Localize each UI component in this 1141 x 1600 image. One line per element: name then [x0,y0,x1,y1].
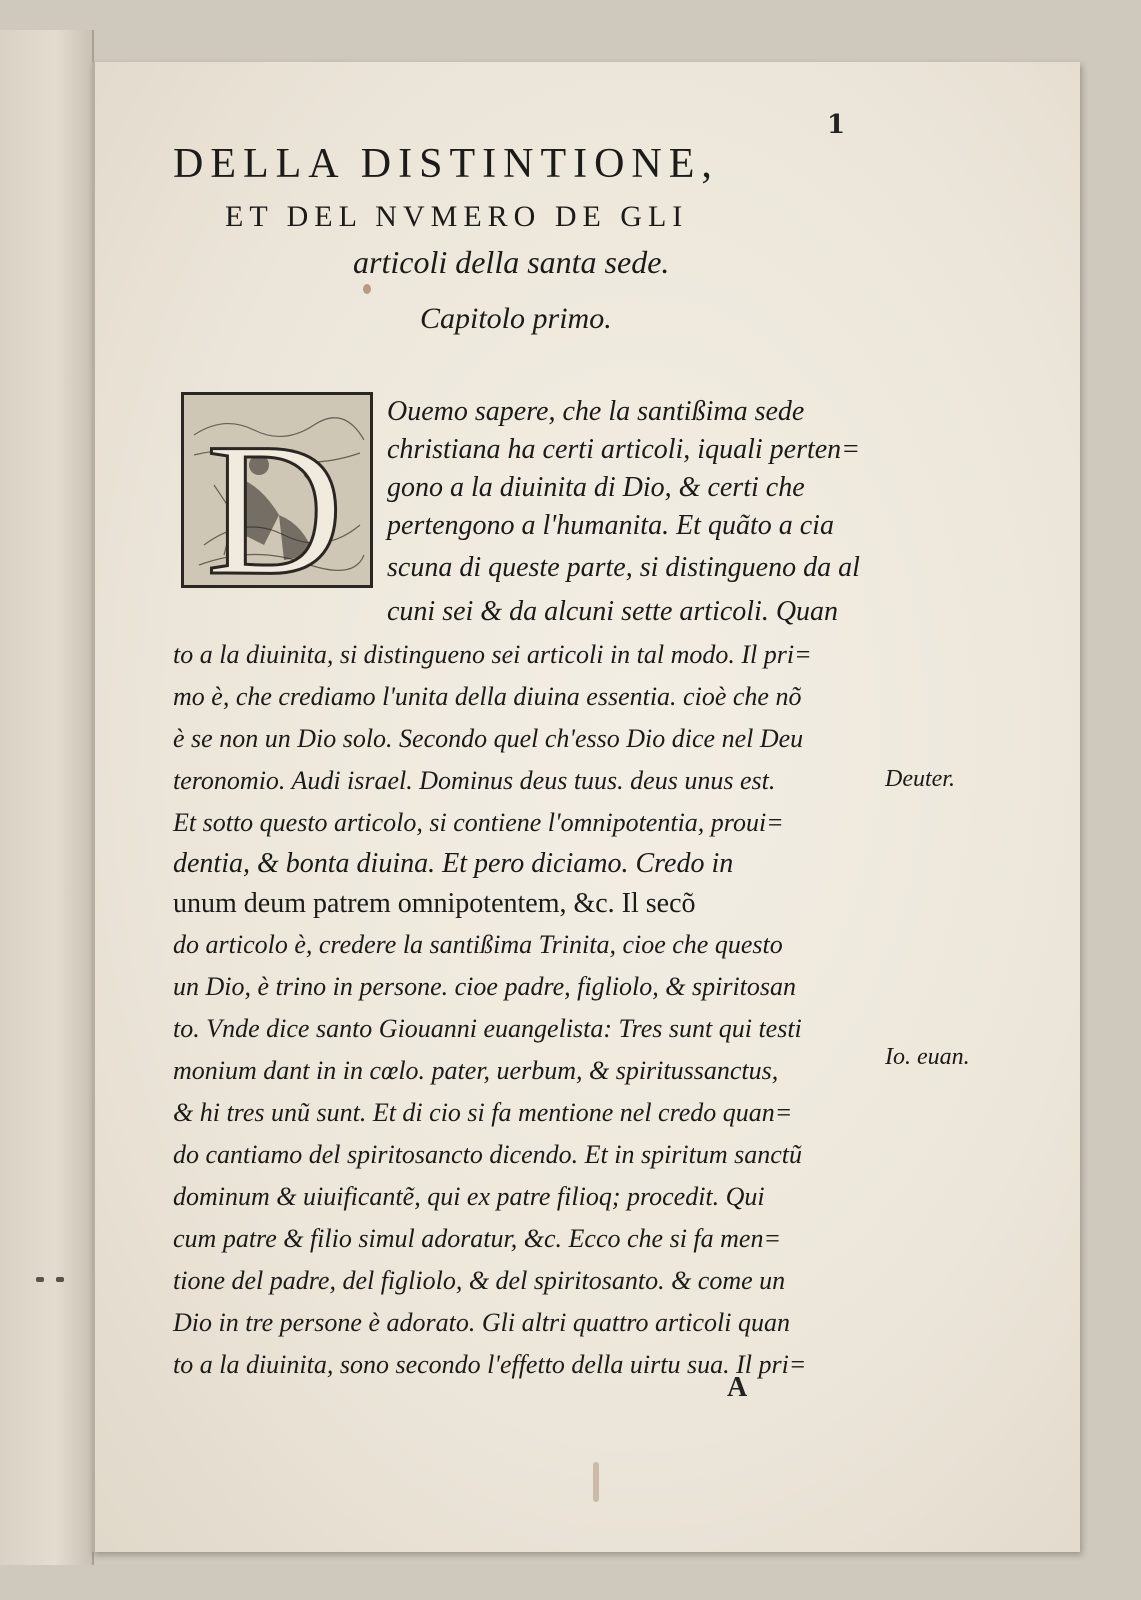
text-line: Ouemo sapere, che la santißima sede [387,396,805,427]
ink-stain [363,284,371,294]
chapter-heading: Capitolo primo. [420,302,612,335]
binding-stitch [56,1277,64,1282]
text-line: teronomio. Audi israel. Dominus deus tuus. deus unus est. [173,766,776,795]
text-line: mo è, che crediamo l'unita della diuina essentia. cioè che nõ [173,682,802,711]
text-line: do cantiamo del spiritosancto dicendo. Et in spiritum sanctũ [173,1140,803,1169]
woodcut-initial-d [181,392,373,588]
text-line: pertengono a l'humanita. Et quãto a cia [387,510,834,541]
page-subtitle-italic: articoli della santa sede. [353,244,670,280]
text-line: Dio in tre persone è adorato. Gli altri quattro articoli quan [173,1308,791,1337]
signature-mark: A [727,1372,748,1403]
text-line: to a la diuinita, si distingueno sei articoli in tal modo. Il pri= [173,640,812,669]
text-line: & hi tres unũ sunt. Et di cio si fa mentione nel credo quan= [173,1098,793,1127]
text-line: to a la diuinita, sono secondo l'effetto della uirtu sua. Il pri= [173,1350,807,1379]
text-line: christiana ha certi articoli, iquali perten= [387,434,861,465]
text-line: unum deum patrem omnipotentem, &c. Il secõ [173,888,696,919]
book-page [92,62,1080,1552]
marginal-note: Io. euan. [885,1044,970,1070]
text-line: do articolo è, credere la santißima Trinita, cioe che questo [173,930,783,959]
text-line: monium dant in in cœlo. pater, uerbum, & spiritussanctus, [173,1056,779,1085]
text-line: cuni sei & da alcuni sette articoli. Quan [387,596,839,627]
text-line: dentia, & bonta diuina. Et pero diciamo. Credo in [173,848,734,879]
text-line: to. Vnde dice santo Giouanni euangelista: Tres sunt qui testi [173,1014,802,1043]
text-line: un Dio, è trino in persone. cioe padre, figliolo, & spiritosan [173,972,797,1001]
marginal-note: Deuter. [885,766,955,792]
initial-letter: D [206,405,344,585]
text-line: cum patre & filio simul adoratur, &c. Ecco che si fa men= [173,1224,782,1253]
paper-stain [593,1462,599,1502]
page-number: 1 [827,110,846,140]
page-subtitle: ET DEL NVMERO DE GLI [225,200,689,233]
previous-leaf [0,30,94,1565]
text-line: tione del padre, del figliolo, & del spiritosanto. & come un [173,1266,786,1295]
text-line: è se non un Dio solo. Secondo quel ch'esso Dio dice nel Deu [173,724,804,753]
text-line: Et sotto questo articolo, si contiene l'omnipotentia, proui= [173,808,784,837]
binding-stitch [36,1277,44,1282]
text-line: dominum & uiuificantẽ, qui ex patre filioq; procedit. Qui [173,1182,765,1211]
text-line: gono a la diuinita di Dio, & certi che [387,472,805,503]
page-title: DELLA DISTINTIONE, [173,141,719,187]
text-line: scuna di queste parte, si distingueno da al [387,552,860,583]
